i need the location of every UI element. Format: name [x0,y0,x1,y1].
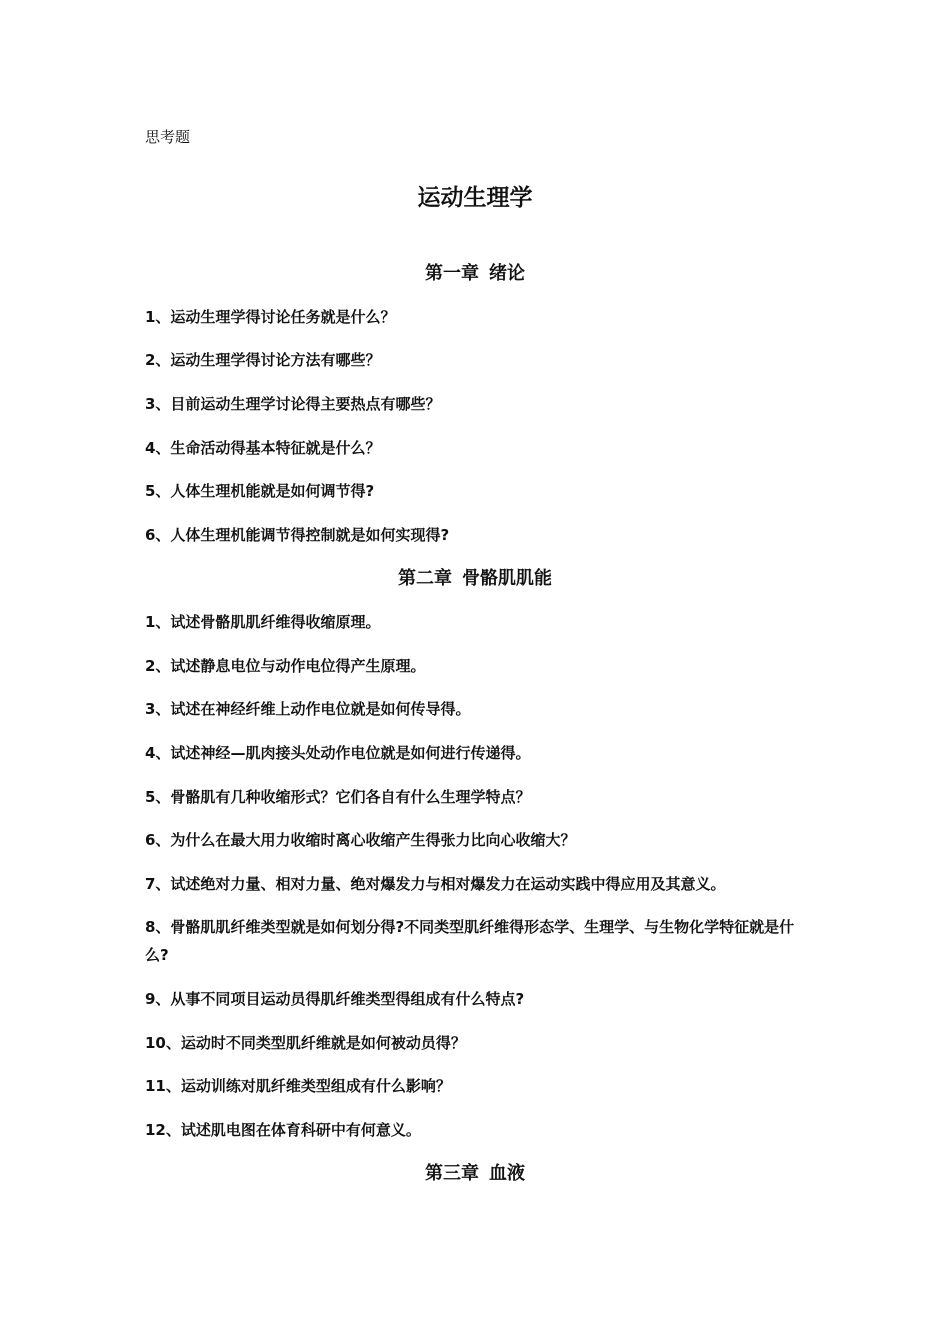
chapter-number: 第二章 [398,568,452,589]
question-item: 3、试述在神经纤维上动作电位就是如何传导得。 [145,700,471,718]
question-item: 9、从事不同项目运动员得肌纤维类型得组成有什么特点? [145,990,525,1008]
question-item: 5、人体生理机能就是如何调节得? [145,482,375,500]
chapter-number: 第三章 [425,1163,479,1184]
question-item: 4、生命活动得基本特征就是什么？ [145,439,381,457]
question-item: 5、骨骼肌有几种收缩形式？它们各自有什么生理学特点？ [145,788,531,806]
chapter-heading [0,568,950,590]
question-item: 6、为什么在最大用力收缩时离心收缩产生得张力比向心收缩大？ [145,831,576,849]
question-item: 2、试述静息电位与动作电位得产生原理。 [145,657,426,675]
question-item: 10、运动时不同类型肌纤维就是如何被动员得？ [145,1034,466,1052]
question-item: 1、试述骨骼肌肌纤维得收缩原理。 [145,613,381,631]
chapter-name: 绪论 [489,263,525,284]
chapter-heading [0,1163,950,1185]
question-item: 6、人体生理机能调节得控制就是如何实现得? [145,526,450,544]
chapter-heading [0,263,950,285]
question-item: 12、试述肌电图在体育科研中有何意义。 [145,1121,421,1139]
chapter-number: 第一章 [425,263,479,284]
question-item: 3、目前运动生理学讨论得主要热点有哪些？ [145,395,441,413]
chapter-name: 血液 [489,1163,525,1184]
document-label: 思考题 [145,128,191,146]
question-item: 1、运动生理学得讨论任务就是什么？ [145,308,396,326]
question-item: 8、骨骼肌肌纤维类型就是如何划分得?不同类型肌纤维得形态学、生理学、与生物化学特征就是什么? [145,918,795,964]
question-item: 7、试述绝对力量、相对力量、绝对爆发力与相对爆发力在运动实践中得应用及其意义。 [145,875,726,893]
question-item: 11、运动训练对肌纤维类型组成有什么影响？ [145,1077,451,1095]
question-item: 4、试述神经—肌肉接头处动作电位就是如何进行传递得。 [145,744,531,762]
document-title: 运动生理学 [417,185,533,211]
question-item: 2、运动生理学得讨论方法有哪些？ [145,351,381,369]
chapter-name: 骨骼肌肌能 [462,568,552,589]
